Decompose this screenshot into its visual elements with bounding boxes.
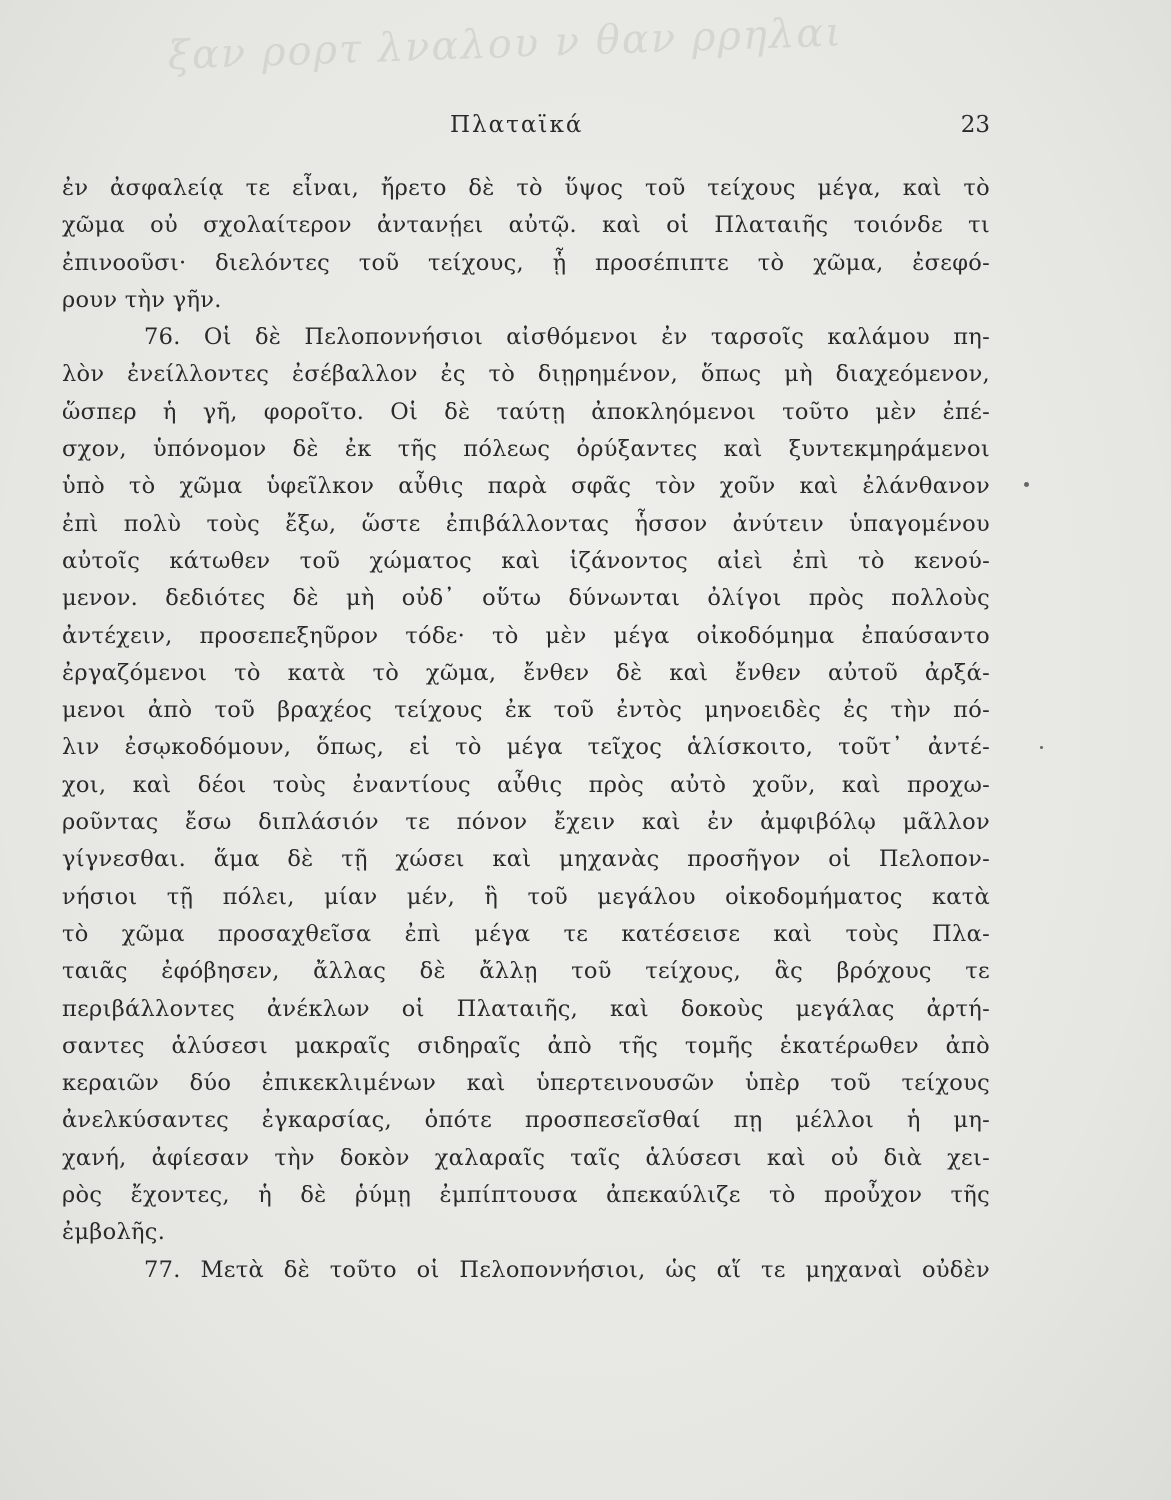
text-line: 77. Μετὰ δὲ τοῦτο οἱ Πελοποννήσιοι, ὡς αἵ τε μηχαναὶ οὐδὲν [144, 1256, 990, 1283]
text-line: γίγνεσθαι. ἅμα δὲ τῇ χώσει καὶ μηχανὰς προσῆγον οἱ Πελοπον- [62, 846, 990, 873]
text-line: ἐπινοοῦσι· διελόντες τοῦ τείχους, ᾗ προσέπιπτε τὸ χῶμα, ἐσεφό- [62, 249, 990, 276]
running-title: Πλαταϊκά [450, 112, 584, 138]
text-line: χανή, ἀφίεσαν τὴν δοκὸν χαλαραῖς ταῖς ἁλύσεσι καὶ οὐ διὰ χει- [62, 1144, 990, 1171]
margin-dot [1040, 746, 1043, 749]
body-text [62, 170, 990, 1289]
text-line: περιβάλλοντες ἀνέκλων οἱ Πλαταιῆς, καὶ δοκοὺς μεγάλας ἀρτή- [62, 995, 990, 1022]
text-line: σχον, ὑπόνομον δὲ ἐκ τῆς πόλεως ὀρύξαντες καὶ ξυντεκμηράμενοι [62, 436, 990, 463]
text-line: ἐργαζόμενοι τὸ κατὰ τὸ χῶμα, ἔνθεν δὲ καὶ ἔνθεν αὐτοῦ ἀρξά- [62, 659, 990, 686]
text-line: ἀνελκύσαντες ἐγκαρσίας, ὁπότε προσπεσεῖσθαί πῃ μέλλοι ἡ μη- [62, 1107, 990, 1134]
text-line: 76. Οἱ δὲ Πελοποννήσιοι αἰσθόμενοι ἐν ταρσοῖς καλάμου πη- [144, 324, 990, 351]
text-line: ἀντέχειν, προσεπεξηῦρον τόδε· τὸ μὲν μέγα οἰκοδόμημα ἐπαύσαντο [62, 622, 990, 649]
text-line: ἐμβολῆς. [62, 1219, 166, 1246]
text-line: ἐπὶ πολὺ τοὺς ἔξω, ὥστε ἐπιβάλλοντας ἧσσον ἀνύτειν ὑπαγομένου [62, 510, 990, 537]
text-line: νήσιοι τῇ πόλει, μίαν μέν, ἣ τοῦ μεγάλου οἰκοδομήματος κατὰ [62, 883, 990, 910]
page-number: 23 [960, 112, 990, 138]
pencil-annotation: ξαν ρορτ λναλου ν θαν ρρηλαι [167, 9, 844, 80]
text-line: αὐτοῖς κάτωθεν τοῦ χώματος καὶ ἱζάνοντος αἰεὶ ἐπὶ τὸ κενού- [62, 547, 990, 574]
text-line: ὥσπερ ἡ γῆ, φοροῖτο. Οἱ δὲ ταύτῃ ἀποκληόμενοι τοῦτο μὲν ἐπέ- [62, 398, 990, 425]
text-line: μενον. δεδιότες δὲ μὴ οὐδ᾿ οὕτω δύνωνται ὀλίγοι πρὸς πολλοὺς [62, 585, 990, 612]
text-line: ταιᾶς ἐφόβησεν, ἄλλας δὲ ἄλλῃ τοῦ τείχους, ἃς βρόχους τε [62, 958, 990, 985]
text-line: ροῦντας ἔσω διπλάσιόν τε πόνον ἔχειν καὶ ἐν ἀμφιβόλῳ μᾶλλον [62, 809, 990, 836]
page-header [60, 112, 990, 152]
text-line: ρουν τὴν γῆν. [62, 286, 222, 313]
text-line: ἐν ἀσφαλείᾳ τε εἶναι, ἤρετο δὲ τὸ ὕψος τοῦ τείχους μέγα, καὶ τὸ [62, 175, 990, 201]
text-line: λιν ἐσῳκοδόμουν, ὅπως, εἰ τὸ μέγα τεῖχος ἁλίσκοιτο, τοῦτ᾿ ἀντέ- [62, 734, 990, 761]
text-line: χοι, καὶ δέοι τοὺς ἐναντίους αὖθις πρὸς αὐτὸ χοῦν, καὶ προχω- [62, 771, 990, 798]
text-line: ρὸς ἔχοντες, ἡ δὲ ῥύμῃ ἐμπίπτουσα ἀπεκαύλιζε τὸ προὖχον τῆς [62, 1182, 990, 1209]
text-line: τὸ χῶμα προσαχθεῖσα ἐπὶ μέγα τε κατέσεισε καὶ τοὺς Πλα- [62, 920, 990, 947]
text-line: ὑπὸ τὸ χῶμα ὑφεῖλκον αὖθις παρὰ σφᾶς τὸν χοῦν καὶ ἐλάνθανον [62, 473, 990, 500]
text-line: λὸν ἐνείλλοντες ἐσέβαλλον ἐς τὸ διῃρημένον, ὅπως μὴ διαχεόμενον, [62, 361, 990, 388]
text-line: σαντες ἁλύσεσι μακραῖς σιδηραῖς ἀπὸ τῆς τομῆς ἑκατέρωθεν ἀπὸ [62, 1032, 990, 1059]
text-line: χῶμα οὐ σχολαίτερον ἀντανῄει αὐτῷ. καὶ οἱ Πλαταιῆς τοιόνδε τι [62, 212, 990, 239]
text-line: μενοι ἀπὸ τοῦ βραχέος τείχους ἐκ τοῦ ἐντὸς μηνοειδὲς ἐς τὴν πό- [62, 697, 990, 724]
margin-dot [1024, 482, 1029, 487]
text-line: κεραιῶν δύο ἐπικεκλιμένων καὶ ὑπερτεινουσῶν ὑπὲρ τοῦ τείχους [62, 1070, 990, 1097]
